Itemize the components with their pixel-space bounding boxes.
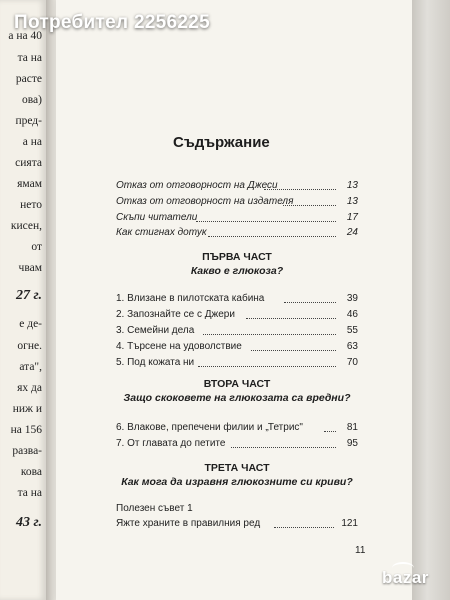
toc-entry-page: 13 xyxy=(346,196,358,207)
toc-entry-label: Отказ от отговорност на Джеси xyxy=(116,180,278,191)
left-text-line: на 156 xyxy=(10,424,42,436)
toc-entry-label: 5. Под кожата ни xyxy=(116,357,195,368)
left-text-line: та на xyxy=(17,487,42,499)
user-watermark: Потребител 2256225 xyxy=(14,12,211,33)
toc-title: Съдържание xyxy=(173,134,270,151)
part-heading: ВТОРА ЧАСТ xyxy=(203,378,271,390)
toc-entry-label: Яжте храните в правилния ред xyxy=(116,518,261,529)
left-text-line: чвам xyxy=(18,262,42,274)
part-heading: ПЪРВА ЧАСТ xyxy=(202,251,272,263)
toc-entry-label: Скъпи читатели xyxy=(116,212,198,223)
brand-logo-text: bazar xyxy=(382,568,429,587)
toc-entry-page: 63 xyxy=(346,341,358,352)
book-gutter xyxy=(46,0,56,600)
toc-entry-label: Отказ от отговорност на издателя xyxy=(116,196,294,207)
toc-entry-label: 4. Търсене на удоволствие xyxy=(116,341,242,352)
left-text-line: 43 г. xyxy=(16,515,42,530)
toc-entry-page: 81 xyxy=(346,422,358,433)
left-text-line: ямам xyxy=(17,178,42,190)
toc-entry-page: 70 xyxy=(346,357,358,368)
toc-dot-leader xyxy=(231,447,336,448)
toc-dot-leader xyxy=(284,302,336,303)
toc-dot-leader xyxy=(198,366,336,367)
left-text-line: а на 40 xyxy=(8,30,42,42)
part-subtitle: Как мога да изравня глюкозните си криви? xyxy=(121,476,353,488)
left-text-line: ях да xyxy=(17,382,42,394)
toc-entry-page: 39 xyxy=(346,293,358,304)
logo-arc-icon xyxy=(392,562,414,574)
toc-entry-page: 95 xyxy=(346,438,358,449)
left-page xyxy=(0,0,46,600)
toc-entry-label: 7. От главата до петите xyxy=(116,438,226,449)
part-subtitle: Защо скоковете на глюкозата са вредни? xyxy=(123,392,351,404)
left-text-line: расте xyxy=(15,73,42,85)
left-text-line: от xyxy=(31,241,42,253)
toc-entry-label: 3. Семейни дела xyxy=(116,325,195,336)
toc-entry-label: 1. Влизане в пилотската кабина xyxy=(116,293,265,304)
left-text-line: 27 г. xyxy=(16,288,42,303)
toc-dot-leader xyxy=(246,318,336,319)
toc-dot-leader xyxy=(203,334,336,335)
toc-dot-leader xyxy=(324,431,336,432)
left-text-line: ниж и xyxy=(12,403,42,415)
left-text-line: ова) xyxy=(22,94,42,106)
toc-entry-page: 55 xyxy=(346,325,358,336)
left-text-line: а на xyxy=(22,136,42,148)
brand-logo xyxy=(382,568,429,588)
left-text-line: кова xyxy=(20,466,42,478)
toc-entry-page: 17 xyxy=(346,212,358,223)
left-text-line: кисен, xyxy=(10,220,42,232)
toc-entry-label: 2. Запознайте се с Джери xyxy=(116,309,235,320)
left-text-line: пред- xyxy=(15,115,42,127)
left-text-line: нето xyxy=(20,199,42,211)
tip-label: Полезен съвет 1 xyxy=(116,503,193,514)
part-subtitle: Какво е глюкоза? xyxy=(190,265,284,277)
left-text-line: та на xyxy=(17,52,42,64)
page-number: 11 xyxy=(355,545,366,556)
toc-dot-leader xyxy=(274,527,334,528)
toc-dot-leader xyxy=(208,236,336,237)
left-text-line: сията xyxy=(15,157,42,169)
toc-entry-page: 121 xyxy=(341,518,358,529)
toc-dot-leader xyxy=(264,189,336,190)
left-text-line: е де- xyxy=(19,318,42,330)
toc-entry-label: 6. Влакове, препечени филии и „Тетрис" xyxy=(116,422,303,433)
left-text-line: огне. xyxy=(17,340,42,352)
left-text-line: разва- xyxy=(12,445,42,457)
toc-dot-leader xyxy=(283,205,336,206)
left-text-line: ата", xyxy=(19,361,42,373)
toc-dot-leader xyxy=(251,350,336,351)
part-heading: ТРЕТА ЧАСТ xyxy=(204,462,270,474)
page-edges xyxy=(412,0,450,600)
toc-entry-page: 13 xyxy=(346,180,358,191)
toc-entry-page: 46 xyxy=(346,309,358,320)
toc-dot-leader xyxy=(196,221,336,222)
toc-entry-page: 24 xyxy=(346,227,358,238)
toc-entry-label: Как стигнах дотук xyxy=(116,227,207,238)
